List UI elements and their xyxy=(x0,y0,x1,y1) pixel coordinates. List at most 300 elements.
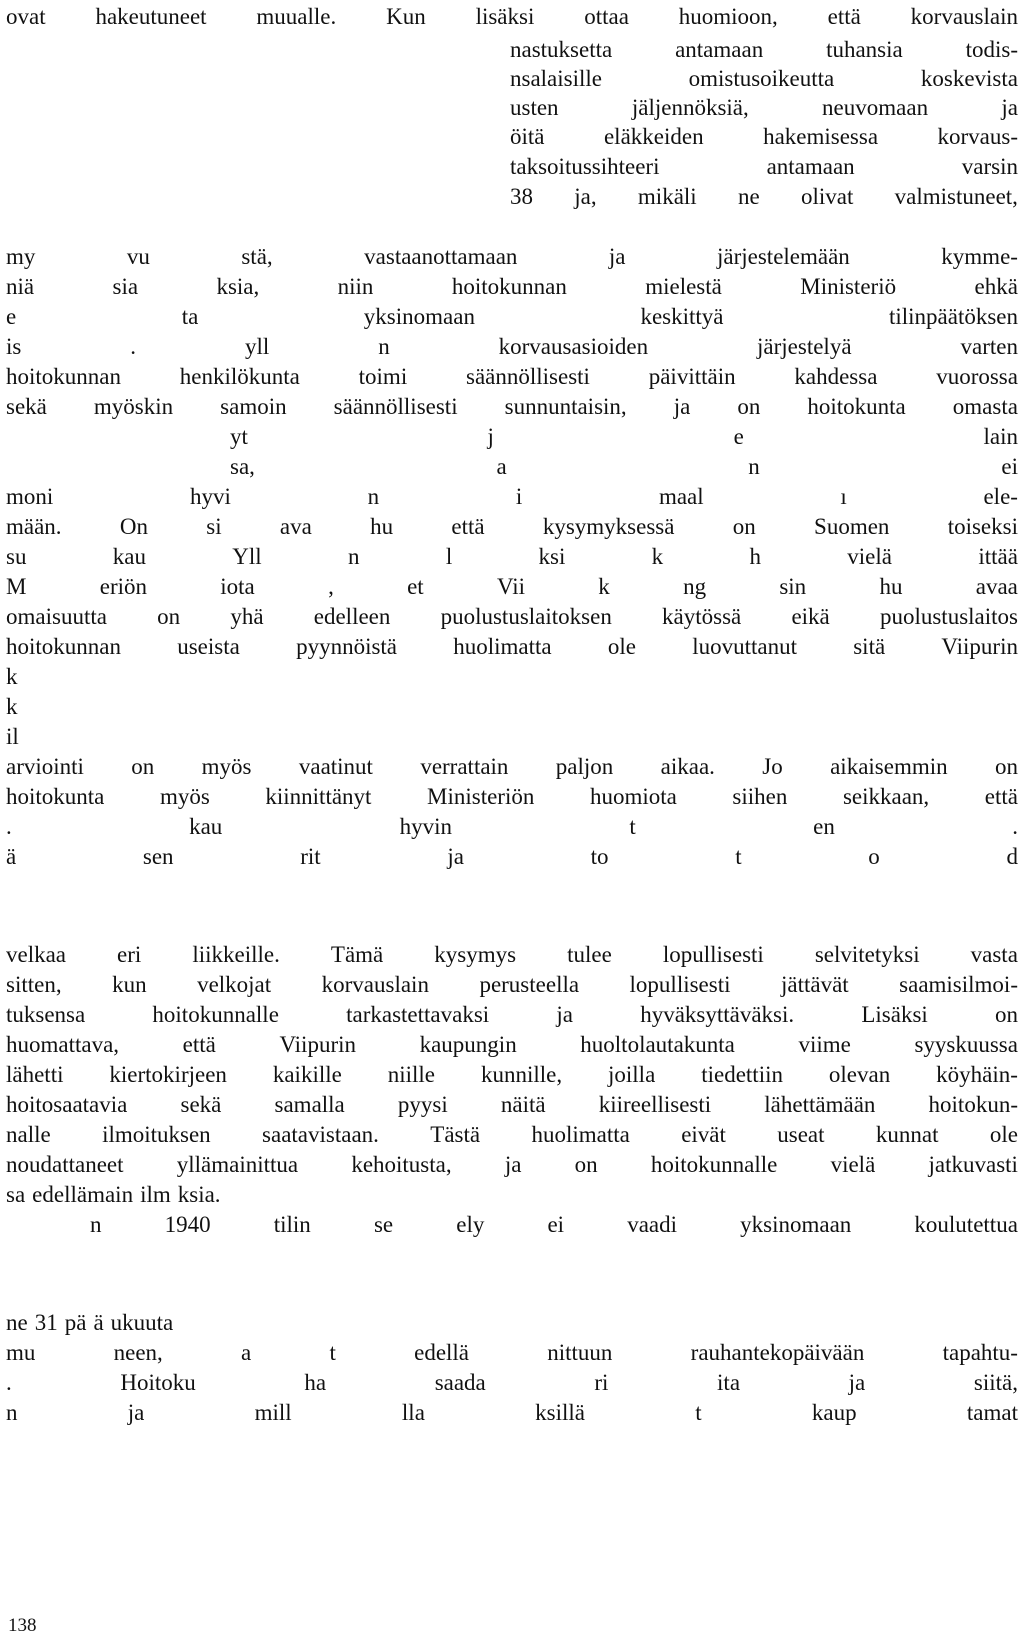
word: eikä xyxy=(791,604,830,629)
word: omaisuutta xyxy=(6,604,107,629)
word: Kun xyxy=(386,4,426,29)
word: ksillä xyxy=(535,1400,586,1425)
word: en xyxy=(813,814,835,839)
word: ja xyxy=(556,1002,573,1027)
word: aikaisemmin xyxy=(830,754,948,779)
text-line xyxy=(6,1150,1018,1180)
word: ri xyxy=(594,1370,609,1395)
word: ilm xyxy=(140,1182,171,1207)
word: ittää xyxy=(978,544,1018,569)
word: eriön xyxy=(99,574,147,599)
word: ole xyxy=(607,634,636,659)
word: Jo xyxy=(762,754,783,779)
word: tiedettiin xyxy=(701,1062,783,1087)
text-line xyxy=(6,512,1018,542)
word: ilmoituksen xyxy=(102,1122,211,1147)
word: pyysi xyxy=(397,1092,448,1117)
word: i xyxy=(515,484,523,509)
word: toiseksi xyxy=(947,514,1018,539)
word: syyskuussa xyxy=(914,1032,1018,1057)
word: ja xyxy=(504,1152,522,1177)
text-line xyxy=(6,692,1018,722)
word: omasta xyxy=(952,394,1018,419)
word: verrattain xyxy=(420,754,509,779)
word: edelleen xyxy=(313,604,391,629)
word: Viipurin xyxy=(941,634,1018,659)
word: hoitokun- xyxy=(928,1092,1018,1117)
word: pä xyxy=(64,1310,87,1335)
word: . xyxy=(6,1370,12,1395)
word: tuhansia xyxy=(826,37,903,62)
word: Yll xyxy=(232,544,262,569)
text-line xyxy=(6,1180,1018,1210)
word: rauhantekopäivään xyxy=(690,1340,865,1365)
word: keskittyä xyxy=(640,304,724,329)
text-line xyxy=(6,242,1018,272)
text-line xyxy=(6,602,1018,632)
text-line xyxy=(6,392,1018,422)
word: ksia, xyxy=(216,274,260,299)
word: taksoitussihteeri xyxy=(510,154,660,179)
word: 38 xyxy=(510,184,533,209)
word: kun xyxy=(112,972,147,997)
word: vu xyxy=(126,244,150,269)
word: yhä xyxy=(230,604,264,629)
word: liikkeille. xyxy=(192,942,280,967)
word: ava xyxy=(279,514,312,539)
word: sitä xyxy=(853,634,886,659)
word: puolustuslaitoksen xyxy=(440,604,612,629)
word: et xyxy=(407,574,424,599)
text-line xyxy=(6,970,1018,1000)
word: . xyxy=(6,814,12,839)
word: todis- xyxy=(965,37,1018,62)
word: sin xyxy=(779,574,807,599)
text-line xyxy=(6,722,1018,752)
word: d xyxy=(1006,844,1018,869)
word: varten xyxy=(960,334,1018,359)
word: saada xyxy=(434,1370,486,1395)
word: on xyxy=(995,1002,1018,1027)
text-line xyxy=(510,182,1018,212)
text-line xyxy=(6,1398,1018,1428)
word: kunnat xyxy=(875,1122,939,1147)
word: antamaan xyxy=(766,154,855,179)
word: niä xyxy=(6,274,35,299)
word: avaa xyxy=(975,574,1018,599)
word: Vii xyxy=(496,574,525,599)
word: a xyxy=(496,454,507,479)
word: On xyxy=(119,514,148,539)
word: pyynnöistä xyxy=(296,634,398,659)
word: vastaanottamaan xyxy=(364,244,518,269)
word: hyväksyttäväksi. xyxy=(640,1002,795,1027)
word: lopullisesti xyxy=(662,942,764,967)
word: hoitokunta xyxy=(6,784,105,809)
word: . xyxy=(130,334,137,359)
word: koskevista xyxy=(920,66,1018,91)
word: k xyxy=(651,544,664,569)
word: lopullisesti xyxy=(629,972,731,997)
text-line xyxy=(6,1000,1018,1030)
word: kysymys xyxy=(434,942,517,967)
word: useista xyxy=(177,634,240,659)
word: su xyxy=(6,544,27,569)
word: perusteella xyxy=(479,972,580,997)
word: ha xyxy=(304,1370,327,1395)
word: hu xyxy=(879,574,903,599)
word: eivät xyxy=(681,1122,726,1147)
word: , xyxy=(328,574,334,599)
word: vielä xyxy=(847,544,892,569)
word: viime xyxy=(798,1032,851,1057)
word: Tämä xyxy=(330,942,384,967)
word: yksinomaan xyxy=(363,304,475,329)
word: sia xyxy=(112,274,139,299)
word: kaup xyxy=(811,1400,857,1425)
word: mill xyxy=(254,1400,292,1425)
text-line xyxy=(510,64,1018,94)
word: kau xyxy=(112,544,146,569)
word: siitä, xyxy=(973,1370,1018,1395)
word: kaupungin xyxy=(419,1032,517,1057)
word: neuvomaan xyxy=(822,95,929,120)
word: että xyxy=(182,1032,216,1057)
word: usten xyxy=(510,95,559,120)
word: n xyxy=(90,1212,102,1237)
word: korvausasioiden xyxy=(498,334,649,359)
word: n xyxy=(378,334,390,359)
word: huomioon, xyxy=(678,4,778,29)
word: hoitokunnalle xyxy=(152,1002,279,1027)
page-number: 138 xyxy=(8,1615,37,1636)
word: seikkaan, xyxy=(842,784,930,809)
word: ja xyxy=(127,1400,145,1425)
word: vaatinut xyxy=(298,754,373,779)
word: säännöllisesti xyxy=(466,364,590,389)
word: kiertokirjeen xyxy=(109,1062,227,1087)
word: is xyxy=(6,334,22,359)
word: ja xyxy=(1001,95,1018,120)
word: jäljennöksiä, xyxy=(631,95,749,120)
word: lain xyxy=(983,424,1018,449)
word: yksinomaan xyxy=(740,1212,852,1237)
text-line xyxy=(6,362,1018,392)
word: että xyxy=(984,784,1018,809)
word: neen, xyxy=(113,1340,163,1365)
word: tuksensa xyxy=(6,1002,86,1027)
word: kunnille, xyxy=(480,1062,563,1087)
word: hoitokunnan xyxy=(6,634,121,659)
word: t xyxy=(329,1340,336,1365)
word: noudattaneet xyxy=(6,1152,124,1177)
text-line xyxy=(6,272,1018,302)
word: Suomen xyxy=(814,514,890,539)
word: k xyxy=(598,574,610,599)
word: käytössä xyxy=(662,604,742,629)
word: olevan xyxy=(828,1062,891,1087)
word: hu xyxy=(370,514,394,539)
word: antamaan xyxy=(675,37,764,62)
word: köyhäin- xyxy=(936,1062,1018,1087)
text-line xyxy=(510,93,1018,123)
word: mielestä xyxy=(645,274,722,299)
word: sitten, xyxy=(6,972,62,997)
word: olivat xyxy=(800,184,854,209)
word: on xyxy=(737,394,761,419)
word: ei xyxy=(547,1212,565,1237)
word: järjestelyä xyxy=(757,334,852,359)
word: se xyxy=(373,1212,394,1237)
word: kehoitusta, xyxy=(351,1152,452,1177)
text-line xyxy=(6,332,1018,362)
word: huomattava, xyxy=(6,1032,120,1057)
word: huolimatta xyxy=(453,634,552,659)
text-line xyxy=(6,1368,1018,1398)
word: nalle xyxy=(6,1122,51,1147)
word: stä, xyxy=(241,244,273,269)
word: kiireellisesti xyxy=(598,1092,712,1117)
word: h xyxy=(749,544,761,569)
word: n xyxy=(6,1400,18,1425)
word: ita xyxy=(717,1370,741,1395)
word: edellämain xyxy=(32,1182,134,1207)
word: korvaus- xyxy=(937,124,1018,149)
word: paljon xyxy=(555,754,614,779)
word: o xyxy=(868,844,880,869)
word: Ministeriön xyxy=(427,784,535,809)
text-line xyxy=(6,2,1018,32)
word: arviointi xyxy=(6,754,84,779)
word: lähetti xyxy=(6,1062,64,1087)
text-line xyxy=(6,662,1018,692)
text-line xyxy=(6,812,1018,842)
word: ely xyxy=(456,1212,485,1237)
word: hakeutuneet xyxy=(95,4,207,29)
word: päivittäin xyxy=(648,364,736,389)
word: ng xyxy=(683,574,707,599)
word: M xyxy=(6,574,27,599)
word: nsalaisille xyxy=(510,66,602,91)
word: j xyxy=(487,424,494,449)
word: myös xyxy=(201,754,252,779)
word: Tästä xyxy=(430,1122,481,1147)
word: kysymyksessä xyxy=(542,514,675,539)
word: sa xyxy=(6,1182,26,1207)
word: lla xyxy=(401,1400,425,1425)
word: ottaa xyxy=(584,4,629,29)
word: kau xyxy=(189,814,223,839)
word: tulee xyxy=(567,942,612,967)
word: tilinpäätöksen xyxy=(888,304,1018,329)
word: mikäli xyxy=(637,184,697,209)
word: samalla xyxy=(274,1092,345,1117)
word: l xyxy=(445,544,453,569)
word: ä xyxy=(6,844,17,869)
word: sa, xyxy=(230,454,255,479)
word: ja xyxy=(447,844,464,869)
text-line xyxy=(230,422,1018,452)
word: my xyxy=(6,244,36,269)
word: aikaa. xyxy=(660,754,715,779)
text-line xyxy=(510,122,1018,152)
word: öitä xyxy=(510,124,545,149)
word: huoltolautakunta xyxy=(580,1032,735,1057)
word: näitä xyxy=(500,1092,546,1117)
text-line xyxy=(6,752,1018,782)
word: kiinnittänyt xyxy=(265,784,372,809)
word: e xyxy=(733,424,744,449)
word: että xyxy=(451,514,485,539)
word: että xyxy=(827,4,861,29)
word: e xyxy=(6,304,17,329)
word: on xyxy=(732,514,756,539)
word: iota xyxy=(220,574,255,599)
text-line xyxy=(6,632,1018,662)
word: 1940 xyxy=(164,1212,211,1237)
word: maal xyxy=(658,484,704,509)
word: sekä xyxy=(6,394,47,419)
word: on xyxy=(994,754,1018,779)
word: si xyxy=(206,514,222,539)
word: ne xyxy=(737,184,760,209)
word: tapahtu- xyxy=(942,1340,1018,1365)
word: valmistuneet, xyxy=(894,184,1018,209)
word: ukuuta xyxy=(110,1310,174,1335)
word: vuorossa xyxy=(936,364,1018,389)
text-line xyxy=(6,1120,1018,1150)
text-line xyxy=(90,1210,1018,1240)
word: toimi xyxy=(358,364,408,389)
word: lähettämään xyxy=(764,1092,876,1117)
word: niin xyxy=(337,274,374,299)
word: eri xyxy=(117,942,142,967)
word: yt xyxy=(230,424,248,449)
word: samoin xyxy=(220,394,287,419)
word: ja xyxy=(848,1370,866,1395)
word: nastuksetta xyxy=(510,37,613,62)
word: 31 xyxy=(34,1310,58,1335)
text-line xyxy=(510,152,1018,182)
word: useat xyxy=(777,1122,825,1147)
word: korvauslain xyxy=(910,4,1018,29)
word: vasta xyxy=(970,942,1018,967)
text-line xyxy=(230,452,1018,482)
word: on xyxy=(157,604,181,629)
word: edellä xyxy=(414,1340,470,1365)
word: järjestelemään xyxy=(717,244,850,269)
word: nittuun xyxy=(547,1340,613,1365)
word: tilin xyxy=(273,1212,311,1237)
word: omistusoikeutta xyxy=(688,66,835,91)
text-line xyxy=(6,1090,1018,1120)
word: vielä xyxy=(830,1152,876,1177)
word: tarkastettavaksi xyxy=(346,1002,490,1027)
word: yll xyxy=(244,334,270,359)
word: . xyxy=(1012,814,1018,839)
word: hoitokunnan xyxy=(6,364,121,389)
text-line xyxy=(510,35,1018,65)
word: velkojat xyxy=(197,972,272,997)
word: hoitosaatavia xyxy=(6,1092,128,1117)
word: t xyxy=(695,1400,702,1425)
word: ja, xyxy=(574,184,597,209)
word: moni xyxy=(6,484,54,509)
word: t xyxy=(629,814,636,839)
word: hyvin xyxy=(399,814,453,839)
text-line xyxy=(6,542,1018,572)
text-line xyxy=(6,572,1018,602)
word: ovat xyxy=(6,4,46,29)
word: ta xyxy=(181,304,199,329)
word: k xyxy=(6,664,18,689)
text-line xyxy=(6,482,1018,512)
word: kahdessa xyxy=(794,364,878,389)
word: tamat xyxy=(966,1400,1018,1425)
word: ksi xyxy=(538,544,566,569)
word: Viipurin xyxy=(279,1032,356,1057)
word: vaadi xyxy=(627,1212,678,1237)
word: korvauslain xyxy=(321,972,429,997)
word: sunnuntaisin, xyxy=(504,394,627,419)
word: luovuttanut xyxy=(692,634,797,659)
word: hoitokunta xyxy=(807,394,906,419)
word: joilla xyxy=(608,1062,656,1087)
word: ele- xyxy=(983,484,1018,509)
word: kaikille xyxy=(272,1062,342,1087)
word: on xyxy=(131,754,155,779)
word: ehkä xyxy=(974,274,1018,299)
word: t xyxy=(735,844,742,869)
word: velkaa xyxy=(6,942,67,967)
word: selvitetyksi xyxy=(814,942,920,967)
text-line xyxy=(6,782,1018,812)
word: Hoitoku xyxy=(120,1370,196,1395)
word: sekä xyxy=(180,1092,222,1117)
word: hoitokunnan xyxy=(451,274,567,299)
word: to xyxy=(590,844,609,869)
word: myöskin xyxy=(93,394,174,419)
word: ei xyxy=(1001,454,1018,479)
word: kymme- xyxy=(941,244,1018,269)
text-line xyxy=(6,1030,1018,1060)
word: yllämainittua xyxy=(176,1152,299,1177)
word: a xyxy=(241,1340,252,1365)
word: n xyxy=(748,454,760,479)
word: ole xyxy=(989,1122,1018,1147)
word: hyvi xyxy=(190,484,231,509)
word: eläkkeiden xyxy=(603,124,704,149)
word: saamisilmoi- xyxy=(899,972,1018,997)
word: n xyxy=(367,484,380,509)
text-line xyxy=(6,1060,1018,1090)
word: ne xyxy=(6,1310,28,1335)
text-line xyxy=(6,302,1018,332)
text-line xyxy=(6,842,1018,872)
word: niille xyxy=(387,1062,436,1087)
word: huolimatta xyxy=(531,1122,630,1147)
word: Ministeriö xyxy=(800,274,897,299)
word: puolustuslaitos xyxy=(879,604,1018,629)
word: il xyxy=(6,724,19,749)
word: mu xyxy=(6,1340,36,1365)
word: saatavistaan. xyxy=(262,1122,379,1147)
word: koulutettua xyxy=(914,1212,1018,1237)
word: ä xyxy=(93,1310,104,1335)
word: sen xyxy=(142,844,174,869)
word: jatkuvasti xyxy=(928,1152,1018,1177)
word: huomiota xyxy=(589,784,677,809)
